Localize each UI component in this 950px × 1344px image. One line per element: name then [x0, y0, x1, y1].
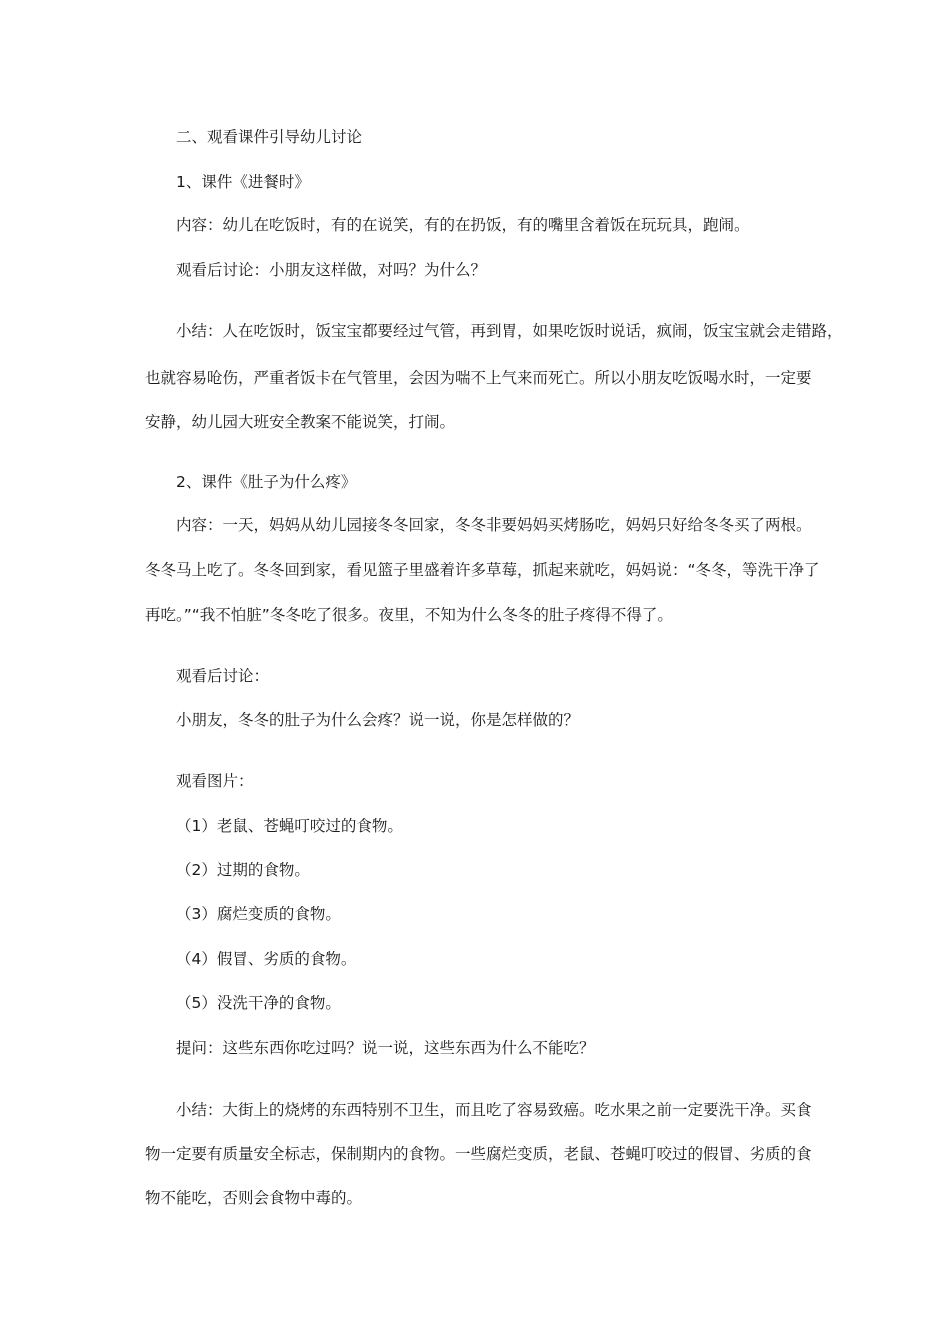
course1-title: 1、课件《进餐时》: [176, 173, 310, 191]
course2-question: 提问：这些东西你吃过吗？说一说，这些东西为什么不能吃？: [176, 1039, 595, 1057]
course1-content: 内容：幼儿在吃饭时，有的在说笑，有的在扔饭，有的嘴里含着饭在玩玩具，跑闹。: [176, 216, 750, 234]
course2-content-line: 冬冬马上吃了。冬冬回到家，看见篮子里盛着许多草莓，抓起来就吃，妈妈说：“冬冬，等洗干净了: [145, 561, 820, 579]
picture-item: （4）假冒、劣质的食物。: [176, 950, 357, 968]
course2-summary-line: 物一定要有质量安全标志，保制期内的食物。一些腐烂变质，老鼠、苍蝇叮咬过的假冒、劣质的食: [145, 1145, 812, 1163]
course2-content-line: 再吃。”“我不怕脏”冬冬吃了很多。夜里，不知为什么冬冬的肚子疼得不得了。: [145, 606, 673, 624]
picture-item: （1）老鼠、苍蝇叮咬过的食物。: [176, 817, 403, 835]
course1-summary-line: 小结：人在吃饭时，饭宝宝都要经过气管，再到胃，如果吃饭时说话，疯闹，饭宝宝就会走错路，: [176, 322, 843, 340]
course1-summary-line: 安静，幼儿园大班安全教案不能说笑，打闹。: [145, 413, 456, 431]
course2-summary-line: 小结：大街上的烧烤的东西特别不卫生，而且吃了容易致癌。吃水果之前一定要洗干净。买食: [176, 1101, 812, 1119]
picture-item: （3）腐烂变质的食物。: [176, 905, 341, 923]
pictures-label: 观看图片：: [176, 772, 254, 790]
course1-discussion: 观看后讨论：小朋友这样做，对吗？为什么？: [176, 261, 487, 279]
course1-summary-line: 也就容易呛伤，严重者饭卡在气管里，会因为喘不上气来而死亡。所以小朋友吃饭喝水时，一定要: [145, 369, 812, 387]
course2-discussion-question: 小朋友，冬冬的肚子为什么会疼？说一说，你是怎样做的？: [176, 711, 580, 729]
picture-item: （5）没洗干净的食物。: [176, 994, 341, 1012]
course2-summary-line: 物不能吃，否则会食物中毒的。: [145, 1189, 363, 1207]
course2-title: 2、课件《肚子为什么疼》: [176, 473, 357, 491]
section-heading: 二、观看课件引导幼儿讨论: [176, 128, 363, 146]
course2-discussion-label: 观看后讨论：: [176, 667, 270, 685]
picture-item: （2）过期的食物。: [176, 861, 310, 879]
course2-content-line: 内容：一天，妈妈从幼儿园接冬冬回家，冬冬非要妈妈买烤肠吃，妈妈只好给冬冬买了两根。: [176, 516, 812, 534]
